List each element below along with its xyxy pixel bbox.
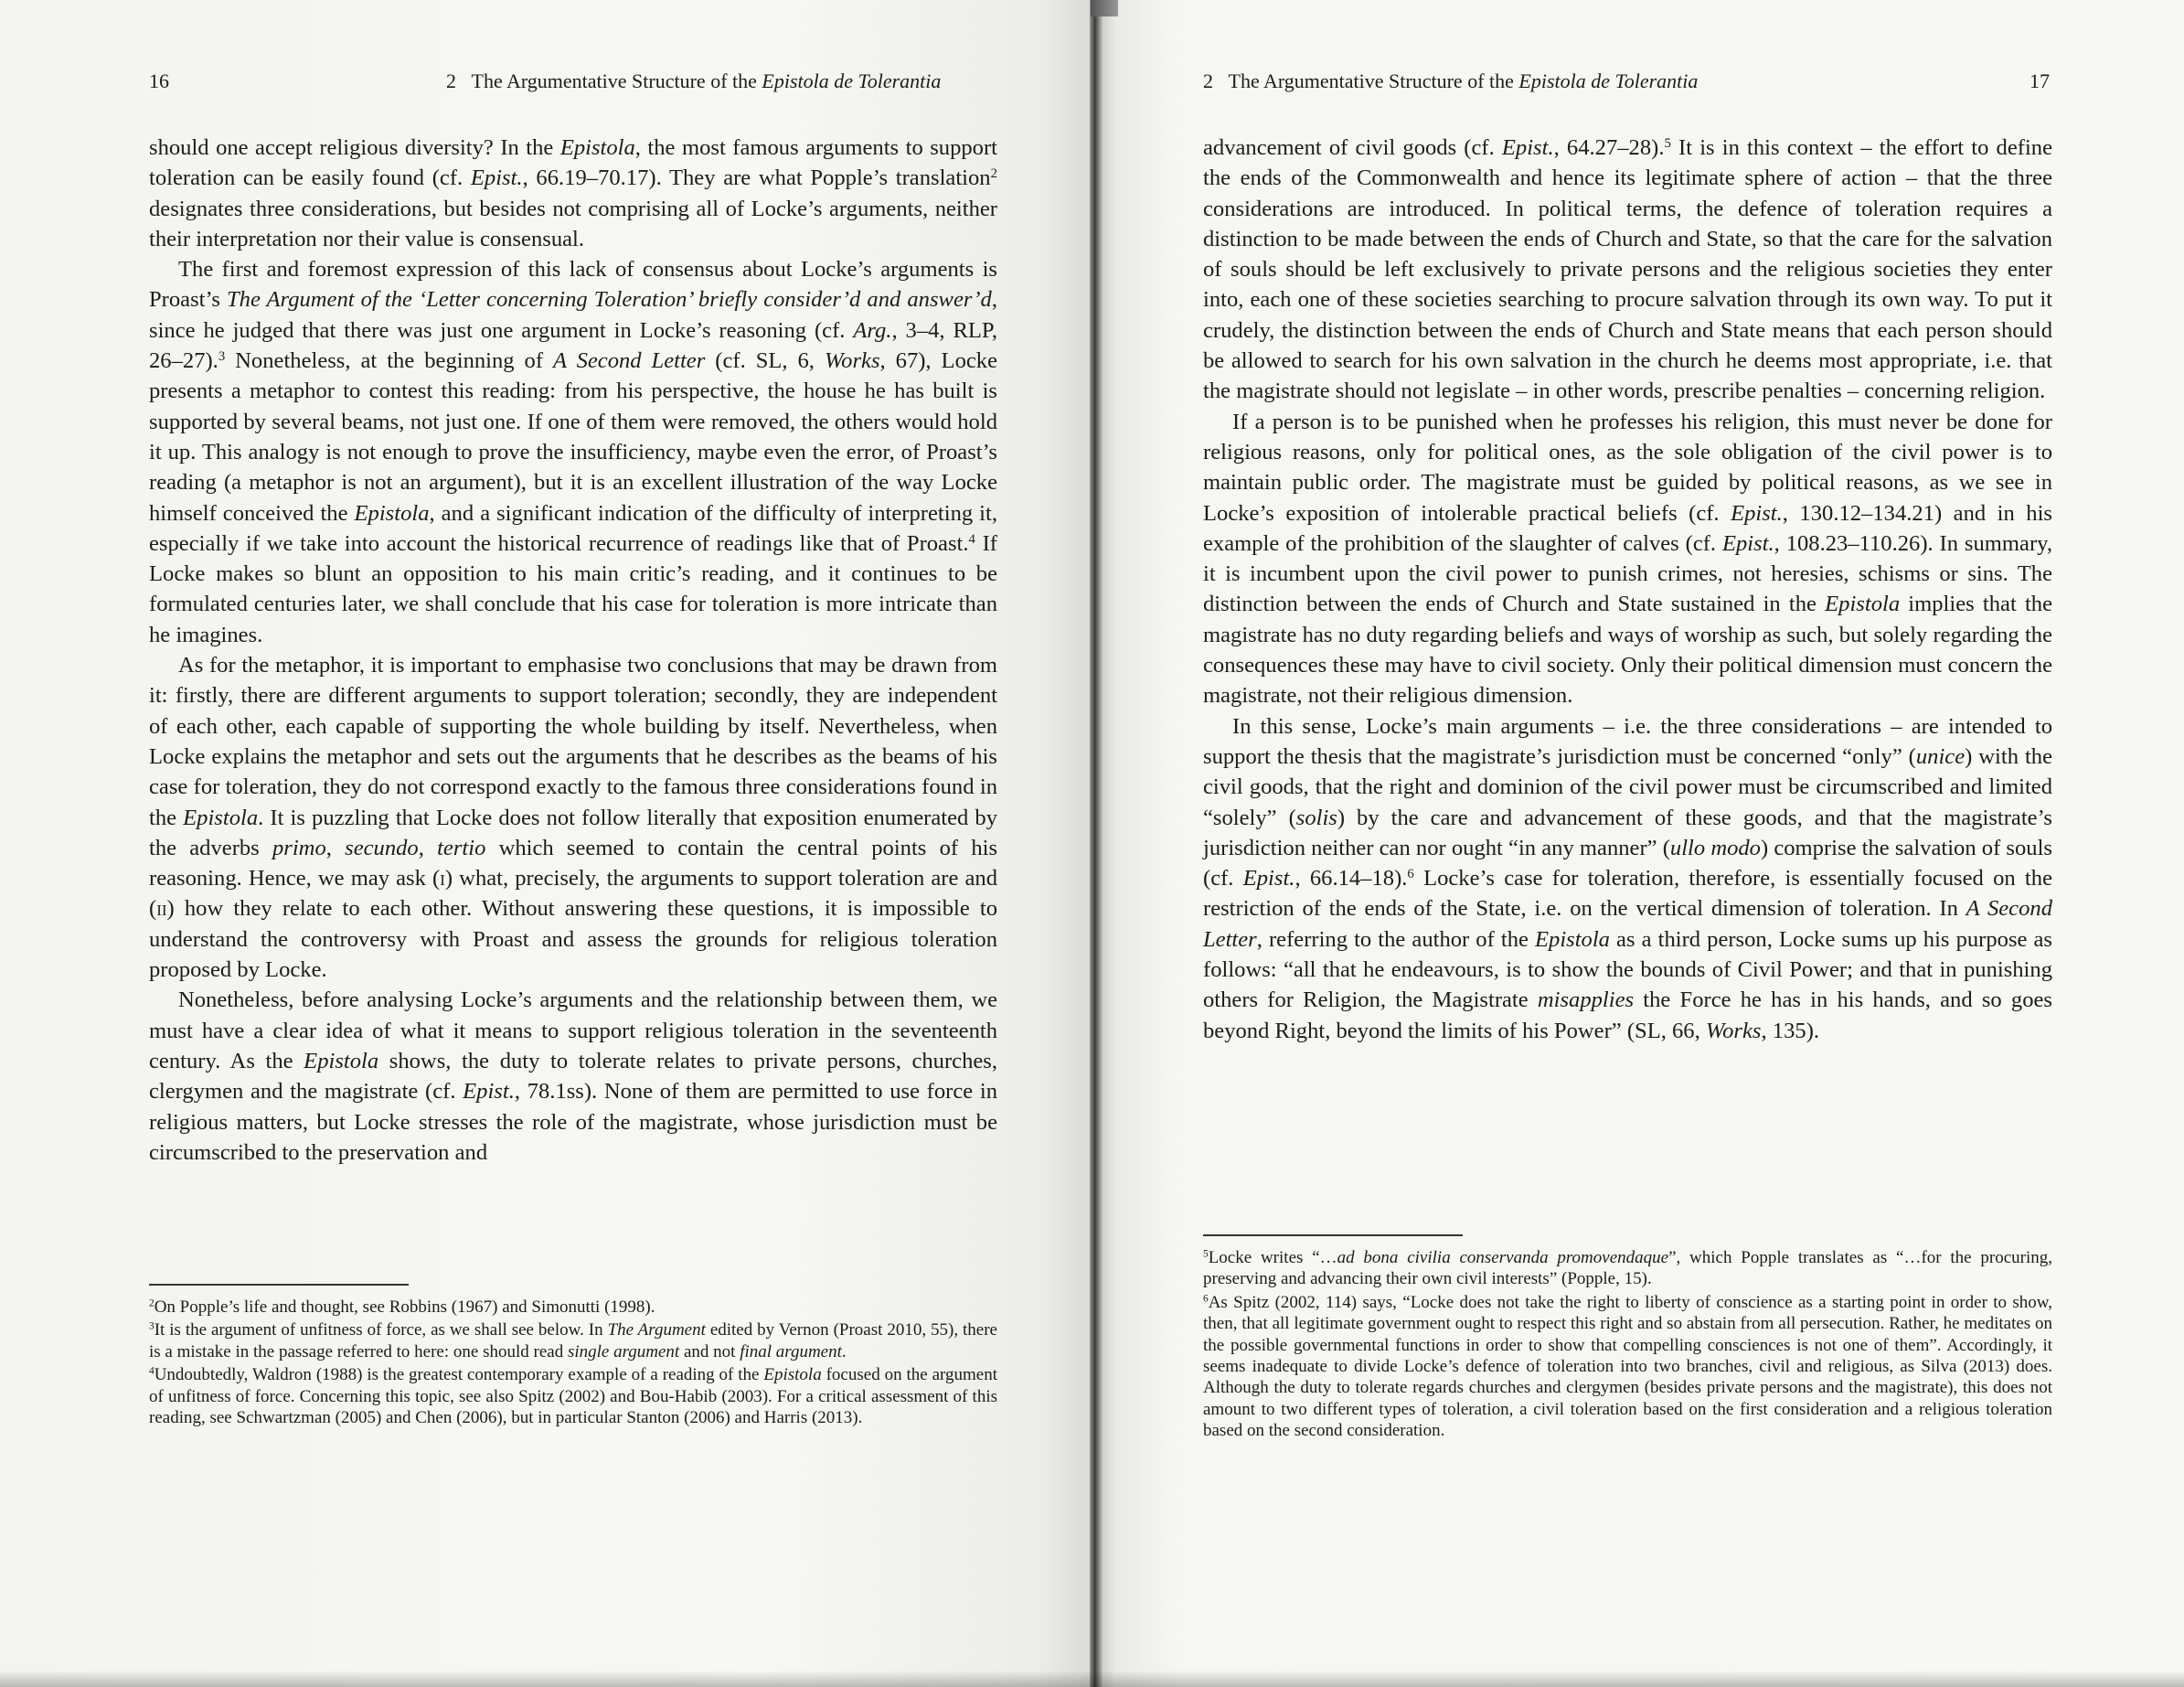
note-reference: 3	[218, 348, 226, 364]
italic-run: A Second Letter	[553, 348, 706, 374]
note-reference: 6	[1407, 867, 1414, 882]
footnote	[1203, 1247, 2052, 1290]
italic-run: Epistola	[354, 500, 430, 526]
body-paragraph	[149, 650, 997, 985]
right-footnote-rule	[1203, 1234, 1463, 1236]
body-paragraph	[149, 985, 997, 1168]
text-run: designates three considerations, but besides not comprising all of Locke’s arguments, neither their interpretation nor their value is consensual.	[149, 196, 997, 251]
footnote	[1203, 1292, 2052, 1442]
italic-run: ad bona civilia conservanda promovendaque	[1337, 1248, 1669, 1267]
text-run: As Spitz (2002, 114) says, “Locke does not take the right to liberty of conscience as a starting point in order to show, then, that all legitimate government ought to respect this right and so abstain from all persecution. Rather, he meditates on the possible governmental functions in order to show that compelling consciences is not one of them”. Accordingly, it seems inadequate to divide Locke’s defence of toleration into two branches, civil and religious, as Silva (2013) does. Although the duty to tolerate regards churches and clergymen (besides private persons and the magistrate), this does not amount to two different types of toleration, a civil toleration based on the first consideration and a religious toleration based on the second consideration.	[1203, 1292, 2052, 1441]
text-run: In this sense, Locke’s main arguments – i.e. the three considerations – are intended to support the thesis that the magistrate’s jurisdiction must be concerned “only” (	[1203, 713, 2052, 769]
text-run: , 66.19–70.17). They are what Popple’s translation	[522, 165, 991, 191]
text-run: Nonetheless, before analysing Locke’s arguments and the relationship between them, we must have a clear idea of what it means to support religious toleration in the seventeenth century. As the	[149, 988, 997, 1073]
text-run: implies that the magistrate has no duty regarding beliefs and ways of worship as such, but solely regarding the consequences these may have to civil society. Only their political dimension must concern the magistrate, not their religious dimension.	[1203, 592, 2052, 709]
text-run: , 64.27–28).	[1553, 135, 1665, 160]
italic-run: primo	[272, 835, 326, 860]
italic-run: single argument	[567, 1341, 680, 1361]
italic-run: ullo modo	[1669, 835, 1761, 860]
text-run: ) what, precisely, the arguments to support toleration are and (	[149, 866, 997, 922]
text-run: edited by Vernon (Proast 2010, 55), there is a mistake in the passage referred to here: one should read	[149, 1320, 997, 1361]
right-page-number: 17	[2030, 69, 2050, 92]
text-run: and not	[679, 1341, 740, 1361]
text-run: .	[841, 1341, 847, 1361]
italic-run: tertio	[437, 835, 486, 860]
text-run: ,	[325, 835, 346, 860]
text-run: ) comprise the salvation of souls (cf.	[1203, 835, 2052, 892]
note-reference: 4	[968, 531, 975, 547]
text-run: It is in this context – the effort to define the ends of the Commonwealth and hence its legitimate sphere of action – that the three considerations are introduced. In political terms, the defence of toleration requires a distinction to be made between the ends of Church and State, so that the care for the salvation of souls should be left exclusively to private persons and the religious societies they enter into, each one of these societies searching to procure salvation through its own way. To put it crudely, the distinction between the ends of Church and State means that each person should be allowed to search for his own salvation in the church he deems most appropriate, i.e. that the magistrate should not legislate – in other words, prescribe penalties – concerning religion.	[1203, 135, 2052, 404]
italic-run: secundo	[345, 835, 419, 860]
book-spine-top	[1091, 0, 1118, 16]
text-run: As for the metaphor, it is important to emphasise two conclusions that may be drawn from it: firstly, there are different arguments to support toleration; secondly, they are independent of each other, each capable of supporting the whole building by itself. Nevertheless, when Locke explains the metaphor and sets out the arguments that he describes as the beams of his case for toleration, they do not correspond exactly to the famous three considerations found in the	[149, 653, 997, 830]
left-footnotes	[149, 1297, 997, 1430]
text-run: focused on the argument of unfitness of force. Concerning this topic, see also Spitz (2002) and Bou-Habib (2003). For a critical assessment of this reading, see Schwartzman (2005) and Chen (2006), but in particular Stanton (2006) and Harris (2013).	[149, 1365, 997, 1428]
note-reference: 4	[149, 1365, 154, 1377]
body-paragraph	[149, 254, 997, 650]
italic-run: Epist.	[470, 165, 523, 191]
italic-run: Epistola	[304, 1048, 379, 1073]
text-run: If Locke makes so blunt an opposition to his main critic’s reading, and it continues to be formulated centuries later, we shall conclude that his case for toleration is more intricate than he imagines.	[149, 530, 997, 647]
text-run: should one accept religious diversity? In the	[149, 135, 560, 160]
italic-run: A Second Letter	[1203, 896, 2052, 952]
text-run: advancement of civil goods (cf.	[1203, 135, 1502, 160]
text-run: the Force he has in his hands, and so goes beyond Right, beyond the limits of his Power” (SL, 66,	[1203, 988, 2052, 1043]
body-paragraph	[1203, 407, 2052, 711]
note-reference: 5	[1664, 135, 1671, 151]
text-run: (cf. SL, 6,	[705, 348, 825, 374]
note-reference: 3	[149, 1321, 154, 1333]
text-run: The first and foremost expression of this lack of consensus about Locke’s arguments is Proast’s	[149, 257, 997, 313]
left-running-head-title-italic: Epistola de Tolerantia	[762, 69, 942, 92]
text-run: , since he judged that there was just one argument in Locke’s reasoning (cf.	[149, 287, 997, 343]
footnote	[149, 1364, 997, 1428]
left-footnote-rule	[149, 1284, 409, 1286]
text-run: , 67), Locke presents a metaphor to contest this reading: from his perspective, the house he has built is supported by several beams, not just one. If one of them were removed, the others would hold it up. This analogy is not enough to prove the insufficiency, maybe even the error, of Proast’s reading (a metaphor is not an argument), but it is an excellent illustration of the way Locke himself conceived the	[149, 348, 997, 526]
text-run: as a third person, Locke sums up his purpose as follows: “all that he endeavours, is to show the bounds of Civil Power; and that in punishing others for Religion, the Magistrate	[1203, 926, 2052, 1013]
right-running-head-title: The Argumentative Structure of the	[1228, 69, 1519, 92]
italic-run: Epist.	[1501, 135, 1554, 160]
right-body-text	[1203, 133, 2052, 1046]
italic-run: Epist.	[463, 1079, 515, 1105]
text-run: , 3–4, RLP, 26–27).	[149, 317, 998, 374]
text-run: which seemed to contain the central points of his reasoning. Hence, we may ask (	[149, 835, 998, 892]
text-run: , 78.1ss). None of them are permitted to use force in religious matters, but Locke stresses the role of the magistrate, whose jurisdiction must be circumscribed to the preservation and	[149, 1079, 997, 1165]
left-page-number: 16	[149, 69, 169, 92]
text-run: , the most famous arguments to support toleration can be easily found (cf.	[149, 135, 997, 191]
text-run: Nonetheless, at the beginning of	[225, 348, 554, 374]
text-run: ) by the care and advancement of these goods, and that the magistrate’s jurisdiction neither can nor ought “in any manner” (	[1203, 805, 2052, 860]
text-run: ) with the civil goods, that the right and dominion of the civil power must be circumscribed and limited “solely” (	[1203, 743, 2052, 830]
text-run: Locke writes “…	[1208, 1248, 1337, 1267]
italic-run: Epist.	[1721, 530, 1774, 556]
text-run: If a person is to be punished when he professes his religion, this must never be done for religious reasons, only for political ones, as the sole obligation of the civil power is to maintain public order. The magistrate must be guided by political reasons, as we see in Locke’s exposition of intolerable practical beliefs (cf.	[1203, 409, 2052, 526]
note-reference: 2	[149, 1297, 154, 1309]
text-run: , and a significant indication of the difficulty of interpreting it, especially if we take into account the historical recurrence of readings like that of Proast.	[149, 500, 997, 556]
body-paragraph	[149, 133, 997, 254]
text-run: , 135).	[1761, 1018, 1820, 1043]
text-run: Undoubtedly, Waldron (1988) is the greatest contemporary example of a reading of the	[154, 1365, 764, 1385]
italic-run: Epistola	[1535, 926, 1610, 952]
text-run: , 130.12–134.21) and in his example of the prohibition of the slaughter of calves (cf.	[1203, 500, 2052, 556]
italic-run: Epist.	[1731, 500, 1783, 526]
left-running-head-title: The Argumentative Structure of the	[471, 69, 762, 92]
left-body-text	[149, 133, 997, 1168]
text-run: ,	[418, 835, 438, 860]
footnote	[149, 1297, 997, 1318]
italic-run: The Argument of the ‘Letter concerning Toleration’ briefly consider’d and answer’d	[226, 287, 992, 313]
book-spine	[1090, 0, 1103, 1687]
left-running-head	[446, 69, 941, 93]
italic-run: Works	[1705, 1018, 1762, 1043]
right-page	[1093, 0, 2184, 1687]
italic-run: unice	[1915, 743, 1966, 769]
italic-run: final argument	[740, 1341, 842, 1361]
footnote	[149, 1319, 997, 1362]
italic-run: The Argument	[607, 1320, 706, 1340]
text-run: It is the argument of unfitness of force, as we shall see below. In	[154, 1320, 608, 1340]
text-run: On Popple’s life and thought, see Robbins (1967) and Simonutti (1998).	[154, 1297, 655, 1317]
italic-run: Arg.	[853, 317, 892, 343]
right-footnotes	[1203, 1247, 2052, 1444]
body-paragraph	[1203, 133, 2052, 407]
right-running-head-title-italic: Epistola de Tolerantia	[1518, 69, 1699, 92]
italic-run: Epistola	[763, 1365, 822, 1385]
italic-run: Epistola	[183, 805, 259, 830]
small-caps-run: ii	[156, 896, 167, 922]
text-run: Locke’s case for toleration, therefore, is essentially focused on the restriction of the ends of the State, i.e. on the vertical dimension of toleration. In	[1203, 866, 2052, 922]
text-run: , referring to the author of the	[1256, 926, 1535, 952]
right-running-head-chapter: 2	[1203, 69, 1213, 92]
text-run: ) how they relate to each other. Without answering these questions, it is impossible to understand the controversy with Proast and assess the grounds for religious toleration proposed by Locke.	[149, 896, 997, 983]
text-run: ”, which Popple translates as “…for the procuring, preserving and advancing their own civil interests” (Popple, 15).	[1203, 1248, 2053, 1289]
italic-run: misapplies	[1537, 988, 1635, 1013]
right-running-head	[1203, 69, 1698, 93]
italic-run: Epist.	[1242, 866, 1295, 892]
italic-run: Epistola	[559, 135, 635, 160]
note-reference: 6	[1203, 1293, 1209, 1305]
note-reference: 5	[1203, 1248, 1209, 1260]
italic-run: Epistola	[1825, 592, 1901, 617]
note-reference: 2	[990, 166, 997, 182]
small-caps-run: i	[440, 866, 445, 892]
text-run: . It is puzzling that Locke does not follow literally that exposition enumerated by the adverbs	[149, 805, 997, 860]
left-running-head-chapter: 2	[446, 69, 456, 92]
page-bottom-shadow	[0, 1671, 2184, 1687]
italic-run: solis	[1295, 805, 1337, 830]
body-paragraph	[1203, 711, 2052, 1046]
text-run: , 108.23–110.26). In summary, it is incumbent upon the civil power to punish crimes, not heresies, schisms or sins. The distinction between the ends of Church and State sustained in the	[1203, 530, 2052, 617]
italic-run: Works	[824, 348, 880, 374]
text-run: , 66.14–18).	[1294, 866, 1408, 892]
text-run: shows, the duty to tolerate relates to private persons, churches, clergymen and the magistrate (cf.	[149, 1048, 998, 1105]
